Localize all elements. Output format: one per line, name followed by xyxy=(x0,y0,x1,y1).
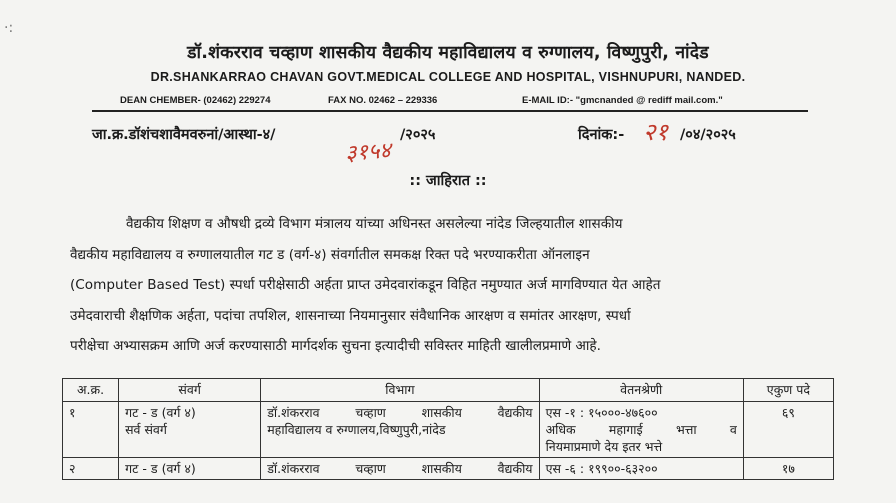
cell-cadre xyxy=(119,402,261,458)
dean-chamber-phone: DEAN CHEMBER- (02462) 229274 xyxy=(120,95,271,106)
department-line: डॉ.शंकरराव चव्हाण शासकीय वैद्यकीय xyxy=(267,405,533,420)
paragraph-line: वैद्यकीय शिक्षण व औषधी द्रव्ये विभाग मंत्रालय यांच्या अधिनस्त असलेल्या नांदेड जिल्हयातील शासकीय xyxy=(126,216,623,232)
cadre-line: गट - ड (वर्ग ४) xyxy=(125,461,196,476)
notice-paragraph xyxy=(70,209,830,362)
department-line: महाविद्यालय व रुग्णालय,विष्णुपुरी,नांदेड xyxy=(267,422,446,437)
paragraph-line: (Computer Based Test) स्पर्धा परीक्षेसाठी अर्हता प्राप्त उमेदवारांकडून विहित नमुण्यात अर्ज मागविण्यात येत आहेत xyxy=(70,277,661,293)
header-total-posts: एकुण पदे xyxy=(743,379,833,402)
pay-scale-line: नियमाप्रमाणे देय इतर भत्ते xyxy=(545,439,663,454)
cell-total-posts: ६९ xyxy=(743,402,833,458)
paragraph-line: उमेदवाराची शैक्षणिक अर्हता, पदांचा तपशिल, शासनाच्या नियमानुसार संवैधानिक आरक्षण व समांतर आरक्षण, स्पर्धा xyxy=(70,307,631,324)
cell-department xyxy=(261,402,539,458)
vacancy-table xyxy=(62,378,834,480)
cell-department xyxy=(261,458,539,480)
table-row xyxy=(63,402,834,458)
header-serial: अ.क्र. xyxy=(63,379,119,402)
cell-pay-scale xyxy=(539,402,743,458)
pay-scale-line: एस -६ : १९९००-६३२०० xyxy=(545,461,658,476)
pay-scale-line: एस -१ : १५०००-४७६०० xyxy=(545,405,658,420)
cell-cadre xyxy=(119,458,261,480)
table-row xyxy=(63,458,834,480)
handwritten-reference-number: ३१५४ xyxy=(344,138,392,167)
date-day-handwritten: २१ xyxy=(643,118,668,146)
department-line: डॉ.शंकरराव चव्हाण शासकीय वैद्यकीय xyxy=(267,461,533,476)
pay-scale-line: अधिक महागाई भत्ता व xyxy=(545,422,737,437)
paragraph-line: वैद्यकीय महाविद्यालय व रुग्णालयातील गट ड (वर्ग-४) संवर्गातील समकक्ष रिक्त पदे भरण्याकरीता ऑनलाइन xyxy=(70,246,590,263)
institution-title-english: DR.SHANKARRAO CHAVAN GOVT.MEDICAL COLLEGE AND HOSPITAL, VISHNUPURI, NANDED. xyxy=(150,70,746,84)
date-label: दिनांक:- xyxy=(578,127,625,143)
table-header-row xyxy=(63,379,834,402)
reference-prefix: जा.क्र.डॉशंचशावैमवरुनां/आस्था-४/ xyxy=(92,127,276,143)
fax-number: FAX NO. 02462 – 229336 xyxy=(328,95,438,106)
scan-mark: ·: xyxy=(4,20,14,36)
institution-title-marathi: डॉ.शंकरराव चव्हाण शासकीय वैद्यकीय महाविद्यालय व रुग्णालय, विष्णुपुरी, नांदेड xyxy=(187,43,709,63)
date-month-year: /०४/२०२५ xyxy=(680,127,736,143)
cell-serial: २ xyxy=(63,458,119,480)
header-cadre: संवर्ग xyxy=(119,379,261,402)
notice-heading: :: जाहिरात :: xyxy=(409,173,487,189)
paragraph-line: परीक्षेचा अभ्यासक्रम आणि अर्ज करण्यासाठी मार्गदर्शक सुचना इत्यादीची सविस्तर माहिती खालीलप्रमाणे आहे. xyxy=(70,338,601,354)
cell-total-posts: १७ xyxy=(743,458,833,480)
cell-pay-scale xyxy=(539,458,743,480)
reference-year: /२०२५ xyxy=(400,127,436,143)
cadre-line: गट - ड (वर्ग ४) xyxy=(125,405,196,420)
email-address: E-MAIL ID:- "gmcnanded @ rediff mail.com." xyxy=(522,95,723,106)
header-pay-scale: वेतनश्रेणी xyxy=(539,379,743,402)
cell-serial: १ xyxy=(63,402,119,458)
header-department: विभाग xyxy=(261,379,539,402)
header-divider xyxy=(92,110,808,112)
cadre-line: सर्व संवर्ग xyxy=(125,422,167,437)
